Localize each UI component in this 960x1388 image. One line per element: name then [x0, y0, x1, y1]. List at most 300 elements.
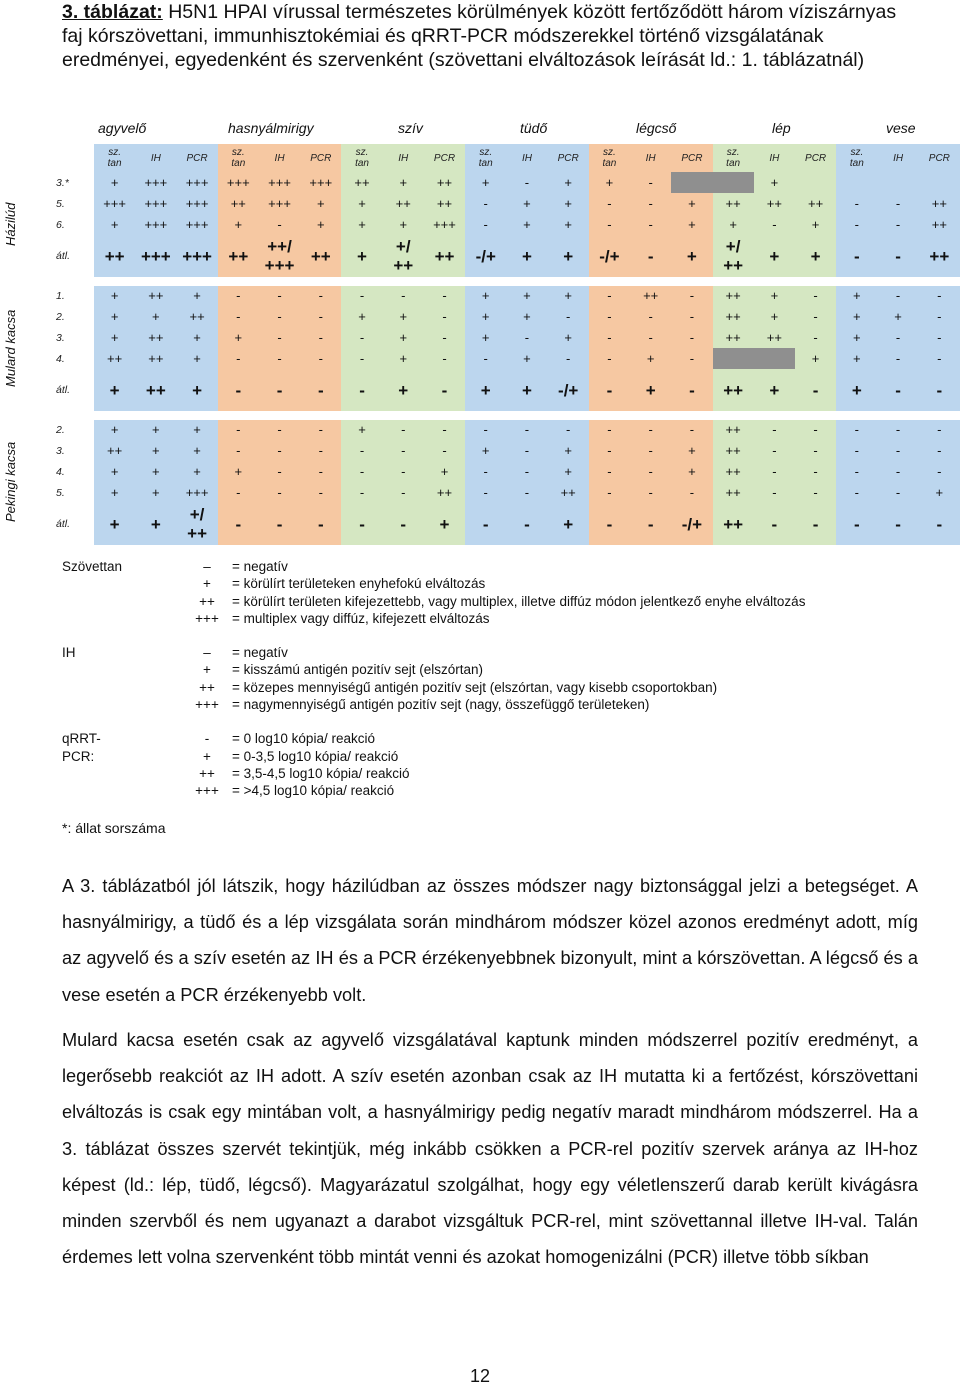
- result-cell: -: [589, 327, 630, 348]
- result-cell: +: [548, 327, 589, 348]
- row-label: 3.*: [56, 176, 69, 189]
- method-header: sz. tan: [341, 144, 382, 172]
- result-cell: -: [630, 419, 671, 440]
- result-cell: +: [176, 327, 217, 348]
- result-cell: [754, 348, 795, 369]
- result-cell: ++: [713, 306, 754, 327]
- result-cell: -: [506, 419, 547, 440]
- result-cell: -: [671, 369, 712, 411]
- result-cell: +: [506, 348, 547, 369]
- result-cell: +: [465, 285, 506, 306]
- result-cell: -: [671, 482, 712, 503]
- row-label: 5.: [56, 486, 65, 499]
- result-cell: -: [919, 327, 960, 348]
- result-cell: +: [424, 503, 465, 545]
- result-cell: -: [836, 503, 877, 545]
- result-cell: +: [176, 285, 217, 306]
- result-cell: [671, 172, 712, 193]
- result-cell: -: [671, 306, 712, 327]
- result-cell: +: [548, 440, 589, 461]
- result-cell: +++: [135, 193, 176, 214]
- result-cell: -: [919, 461, 960, 482]
- method-header: IH: [135, 144, 176, 172]
- method-header: PCR: [424, 144, 465, 172]
- result-cell: +++: [300, 172, 341, 193]
- table-row: [50, 285, 960, 306]
- legend-description: = közepes mennyiségű antigén pozitív sejt (elszórtan, vagy kisebb csoportokban): [232, 679, 718, 695]
- result-cell: +++: [176, 193, 217, 214]
- result-cell: +: [135, 419, 176, 440]
- result-cell: [795, 172, 836, 193]
- group-label: Pekingi kacsa: [3, 441, 18, 522]
- result-cell: +: [424, 461, 465, 482]
- method-header: IH: [383, 144, 424, 172]
- result-cell: +++: [135, 172, 176, 193]
- result-cell: +++: [176, 482, 217, 503]
- result-cell: +: [94, 419, 135, 440]
- result-cell: -: [300, 327, 341, 348]
- result-cell: ++: [713, 461, 754, 482]
- result-cell: +: [548, 172, 589, 193]
- method-header: PCR: [176, 144, 217, 172]
- result-cell: -: [795, 461, 836, 482]
- result-cell: -: [671, 419, 712, 440]
- result-cell: -: [465, 193, 506, 214]
- result-cell: -: [424, 440, 465, 461]
- result-cell: [877, 172, 918, 193]
- result-cell: -: [754, 214, 795, 235]
- result-cell: -: [630, 306, 671, 327]
- row-label: átl.: [56, 249, 71, 262]
- result-cell: +: [176, 461, 217, 482]
- legend-symbol: ++: [199, 593, 215, 609]
- result-cell: -: [877, 369, 918, 411]
- result-cell: +: [300, 214, 341, 235]
- result-cell: -: [795, 285, 836, 306]
- result-cell: +: [548, 214, 589, 235]
- result-cell: -: [383, 503, 424, 545]
- result-cell: +: [465, 327, 506, 348]
- result-cell: -: [589, 440, 630, 461]
- legend-description: = 0 log10 kópia/ reakció: [232, 731, 375, 747]
- result-cell: +: [713, 214, 754, 235]
- method-header: IH: [506, 144, 547, 172]
- result-cell: -: [300, 369, 341, 411]
- result-cell: -: [630, 214, 671, 235]
- result-cell: -: [919, 348, 960, 369]
- result-cell: -: [548, 348, 589, 369]
- result-cell: -: [671, 327, 712, 348]
- result-cell: -: [877, 440, 918, 461]
- result-cell: ++: [919, 193, 960, 214]
- result-cell: +: [506, 193, 547, 214]
- legend-symbol: +: [203, 662, 211, 678]
- result-cell: -: [754, 440, 795, 461]
- result-cell: ++: [919, 214, 960, 235]
- result-cell: -: [259, 419, 300, 440]
- result-cell: +: [383, 327, 424, 348]
- result-cell: +: [919, 482, 960, 503]
- result-cell: -: [218, 369, 259, 411]
- table-row: [50, 214, 960, 235]
- result-cell: -: [465, 461, 506, 482]
- result-cell: +: [506, 235, 547, 277]
- result-cell: -: [383, 285, 424, 306]
- result-cell: +: [300, 193, 341, 214]
- result-cell: -: [506, 482, 547, 503]
- result-cell: +: [630, 348, 671, 369]
- row-label: 2.: [50, 419, 94, 440]
- result-cell: -: [259, 482, 300, 503]
- legend-description: = multiplex vagy diffúz, kifejezett elváltozás: [232, 610, 490, 626]
- result-cell: +++: [218, 172, 259, 193]
- result-cell: +: [383, 172, 424, 193]
- result-cell: +: [94, 285, 135, 306]
- result-cell: [713, 172, 754, 193]
- result-cell: +++: [135, 214, 176, 235]
- result-cell: -: [465, 419, 506, 440]
- result-cell: ++: [424, 193, 465, 214]
- organ-header: [0, 120, 960, 140]
- result-cell: +: [135, 461, 176, 482]
- result-cell: +/ ++: [176, 503, 217, 545]
- result-cell: +: [754, 172, 795, 193]
- result-cell: ++: [919, 235, 960, 277]
- result-cell: -: [919, 369, 960, 411]
- result-cell: -: [259, 461, 300, 482]
- result-cell: -: [630, 461, 671, 482]
- result-cell: +: [341, 306, 382, 327]
- result-cell: -: [218, 419, 259, 440]
- result-cell: -: [919, 419, 960, 440]
- result-cell: +: [94, 327, 135, 348]
- result-cell: +++: [176, 235, 217, 277]
- result-cell: +: [94, 461, 135, 482]
- caption-text: H5N1 HPAI vírussal természetes körülmények között fertőződött három víziszárnyas faj kórszövettani, immunhisztokémiai és qRRT-PCR módszerekkel történő vizsgálatának eredményei, egyedenként és szervenként (szövettani elváltozások leírását ld.: 1. táblázatnál): [62, 1, 897, 71]
- result-cell: -: [465, 482, 506, 503]
- result-cell: -: [506, 440, 547, 461]
- table-row: [50, 369, 960, 411]
- result-cell: +: [671, 440, 712, 461]
- legend-symbol: -: [204, 731, 210, 747]
- result-cell: +++: [259, 172, 300, 193]
- result-cell: +: [94, 482, 135, 503]
- page-number: 12: [469, 1366, 491, 1386]
- result-cell: +: [589, 172, 630, 193]
- result-cell: -: [589, 193, 630, 214]
- result-cell: ++: [176, 306, 217, 327]
- result-cell: -: [259, 440, 300, 461]
- result-cell: -: [836, 440, 877, 461]
- table-row: [50, 440, 960, 461]
- method-header: sz. tan: [713, 144, 754, 172]
- result-cell: +: [630, 369, 671, 411]
- result-cell: -: [424, 285, 465, 306]
- result-cell: ++: [300, 235, 341, 277]
- result-cell: ++: [754, 193, 795, 214]
- result-cell: +: [671, 461, 712, 482]
- method-header: IH: [259, 144, 300, 172]
- table-row: [50, 461, 960, 482]
- result-cell: +: [877, 306, 918, 327]
- result-cell: -: [506, 461, 547, 482]
- result-cell: +: [94, 172, 135, 193]
- result-cell: -: [341, 348, 382, 369]
- result-cell: -: [754, 419, 795, 440]
- result-cell: -: [341, 482, 382, 503]
- result-cell: -: [218, 306, 259, 327]
- result-cell: +: [218, 327, 259, 348]
- result-cell: +: [135, 440, 176, 461]
- result-cell: +: [754, 235, 795, 277]
- result-cell: +++: [424, 214, 465, 235]
- method-header: PCR: [919, 144, 960, 172]
- corner-cell: [50, 144, 94, 172]
- result-cell: +: [671, 214, 712, 235]
- result-cell: +: [754, 285, 795, 306]
- result-cell: -: [424, 369, 465, 411]
- method-header: PCR: [548, 144, 589, 172]
- result-cell: -: [630, 172, 671, 193]
- result-cell: -: [795, 327, 836, 348]
- result-cell: ++: [713, 285, 754, 306]
- result-cell: -: [548, 306, 589, 327]
- result-cell: ++: [713, 327, 754, 348]
- result-cell: -: [589, 285, 630, 306]
- result-cell: ++: [713, 440, 754, 461]
- result-cell: -: [754, 461, 795, 482]
- result-cell: -: [836, 193, 877, 214]
- result-cell: +: [836, 348, 877, 369]
- result-cell: ++: [383, 193, 424, 214]
- result-cell: -: [259, 306, 300, 327]
- result-cell: ++: [135, 327, 176, 348]
- result-cell: -: [919, 285, 960, 306]
- result-cell: -: [300, 503, 341, 545]
- result-cell: +: [176, 369, 217, 411]
- method-header: IH: [877, 144, 918, 172]
- result-cell: [836, 172, 877, 193]
- row-label: 5.: [56, 197, 65, 210]
- result-cell: -: [919, 503, 960, 545]
- result-cell: +: [341, 235, 382, 277]
- result-cell: +: [671, 193, 712, 214]
- result-cell: +: [506, 214, 547, 235]
- result-cell: -/+: [548, 369, 589, 411]
- result-cell: -: [877, 482, 918, 503]
- result-cell: ++: [713, 193, 754, 214]
- result-cell: ++: [713, 369, 754, 411]
- result-cell: -: [465, 503, 506, 545]
- result-cell: ++: [424, 235, 465, 277]
- method-header: PCR: [795, 144, 836, 172]
- result-cell: +: [94, 369, 135, 411]
- result-cell: +: [383, 214, 424, 235]
- result-cell: -: [218, 348, 259, 369]
- table-row: [50, 172, 960, 193]
- legend-title: Szövettan: [62, 559, 123, 574]
- result-cell: -: [795, 482, 836, 503]
- result-cell: +: [506, 306, 547, 327]
- result-cell: ++: [713, 482, 754, 503]
- legend-description: = 0-3,5 log10 kópia/ reakció: [232, 748, 399, 764]
- result-cell: ++: [713, 419, 754, 440]
- result-cell: ++: [218, 235, 259, 277]
- result-cell: -: [795, 503, 836, 545]
- result-cell: +++: [176, 214, 217, 235]
- result-cell: -: [877, 327, 918, 348]
- result-cell: -/+: [465, 235, 506, 277]
- subheader-row: [50, 144, 960, 172]
- result-cell: -: [259, 214, 300, 235]
- result-cell: +: [218, 461, 259, 482]
- result-cell: ++: [795, 193, 836, 214]
- group-label: Mulard kacsa: [3, 309, 18, 387]
- result-cell: +++: [135, 235, 176, 277]
- result-cell: +++: [259, 193, 300, 214]
- legend-description: = negatív: [232, 645, 288, 661]
- legend-symbol: ++: [199, 765, 215, 781]
- result-cell: +: [176, 440, 217, 461]
- result-cell: -: [300, 419, 341, 440]
- result-cell: -: [795, 419, 836, 440]
- table-row: [50, 348, 960, 369]
- organ-label: szív: [398, 120, 423, 136]
- group-spacer: [50, 411, 960, 419]
- result-cell: +: [465, 306, 506, 327]
- result-cell: +: [795, 235, 836, 277]
- result-cell: -: [836, 461, 877, 482]
- table-row: [50, 235, 960, 277]
- result-cell: +: [548, 193, 589, 214]
- result-cell: +: [671, 235, 712, 277]
- legend-symbol: +: [203, 576, 211, 592]
- result-cell: -: [259, 369, 300, 411]
- organ-label: tüdő: [520, 120, 548, 136]
- legend-title: IH: [62, 645, 76, 661]
- result-cell: ++: [94, 348, 135, 369]
- result-cell: -: [836, 482, 877, 503]
- result-cell: +: [383, 369, 424, 411]
- result-cell: -: [300, 285, 341, 306]
- result-cell: -: [589, 482, 630, 503]
- legend-description: = kisszámú antigén pozitív sejt (elszórtan): [232, 662, 483, 678]
- result-cell: -: [919, 306, 960, 327]
- result-cell: -: [630, 440, 671, 461]
- row-label: 1.: [50, 285, 94, 306]
- result-cell: -: [341, 285, 382, 306]
- result-cell: -: [589, 306, 630, 327]
- result-cell: ++: [94, 235, 135, 277]
- table-row: [50, 327, 960, 348]
- footnote: *: állat sorszáma: [62, 820, 166, 836]
- organ-label: vese: [886, 120, 916, 136]
- result-cell: -: [630, 503, 671, 545]
- legend-description: = >4,5 log10 kópia/ reakció: [232, 783, 395, 799]
- result-cell: -: [506, 327, 547, 348]
- row-label: 3.: [56, 444, 65, 457]
- result-cell: -: [671, 348, 712, 369]
- method-header: PCR: [300, 144, 341, 172]
- result-cell: +: [218, 214, 259, 235]
- result-cell: -: [877, 348, 918, 369]
- result-cell: -: [795, 369, 836, 411]
- result-cell: -: [589, 214, 630, 235]
- legend-symbol: +++: [195, 697, 219, 713]
- result-cell: -: [259, 348, 300, 369]
- method-header: sz. tan: [836, 144, 877, 172]
- result-cell: -: [877, 235, 918, 277]
- result-cell: +: [383, 306, 424, 327]
- result-cell: -: [754, 503, 795, 545]
- table-row: [50, 482, 960, 503]
- row-label: 4.: [56, 465, 65, 478]
- result-cell: -: [465, 214, 506, 235]
- result-cell: +: [548, 285, 589, 306]
- row-label: 2.: [56, 310, 65, 323]
- result-cell: -: [919, 440, 960, 461]
- result-cell: +: [94, 306, 135, 327]
- result-cell: -: [341, 327, 382, 348]
- result-cell: -: [506, 172, 547, 193]
- result-cell: ++: [424, 482, 465, 503]
- result-cell: ++: [548, 482, 589, 503]
- result-cell: -: [424, 419, 465, 440]
- result-cell: -: [383, 482, 424, 503]
- legend-description: = körülírt területen kifejezettebb, vagy multiplex, illetve diffúz módon jelentkező enyhe elváltozás: [232, 593, 806, 609]
- legend-symbol: –: [203, 645, 211, 661]
- result-cell: -: [424, 348, 465, 369]
- legend-description: = nagymennyiségű antigén pozitív sejt (nagy, összefüggő területeken): [232, 697, 650, 713]
- legend-title: qRRT-PCR:: [62, 731, 101, 764]
- result-cell: +: [465, 172, 506, 193]
- result-cell: -: [877, 193, 918, 214]
- result-cell: -: [218, 482, 259, 503]
- result-cell: +: [135, 306, 176, 327]
- result-cell: ++: [135, 285, 176, 306]
- table-row: [50, 419, 960, 440]
- result-cell: ++: [94, 440, 135, 461]
- result-cell: [919, 172, 960, 193]
- method-header: sz. tan: [589, 144, 630, 172]
- result-cell: -: [218, 440, 259, 461]
- result-cell: +: [548, 235, 589, 277]
- result-cell: -: [589, 461, 630, 482]
- result-cell: -: [836, 214, 877, 235]
- result-cell: +/ ++: [713, 235, 754, 277]
- result-cell: -: [300, 482, 341, 503]
- result-cell: -: [300, 348, 341, 369]
- result-cell: -: [877, 503, 918, 545]
- result-cell: -: [341, 440, 382, 461]
- result-cell: -: [506, 503, 547, 545]
- result-cell: -: [341, 461, 382, 482]
- result-cell: -: [424, 327, 465, 348]
- method-header: sz. tan: [465, 144, 506, 172]
- result-cell: ++: [341, 172, 382, 193]
- result-cell: -: [795, 440, 836, 461]
- result-cell: +++: [94, 193, 135, 214]
- result-cell: -: [877, 285, 918, 306]
- result-cell: +: [465, 369, 506, 411]
- result-cell: ++: [218, 193, 259, 214]
- row-label: 6.: [56, 218, 65, 231]
- result-cell: -: [589, 369, 630, 411]
- row-label: 3.: [56, 331, 65, 344]
- result-cell: +: [836, 306, 877, 327]
- organ-label: hasnyálmirigy: [228, 120, 314, 136]
- result-cell: +: [836, 327, 877, 348]
